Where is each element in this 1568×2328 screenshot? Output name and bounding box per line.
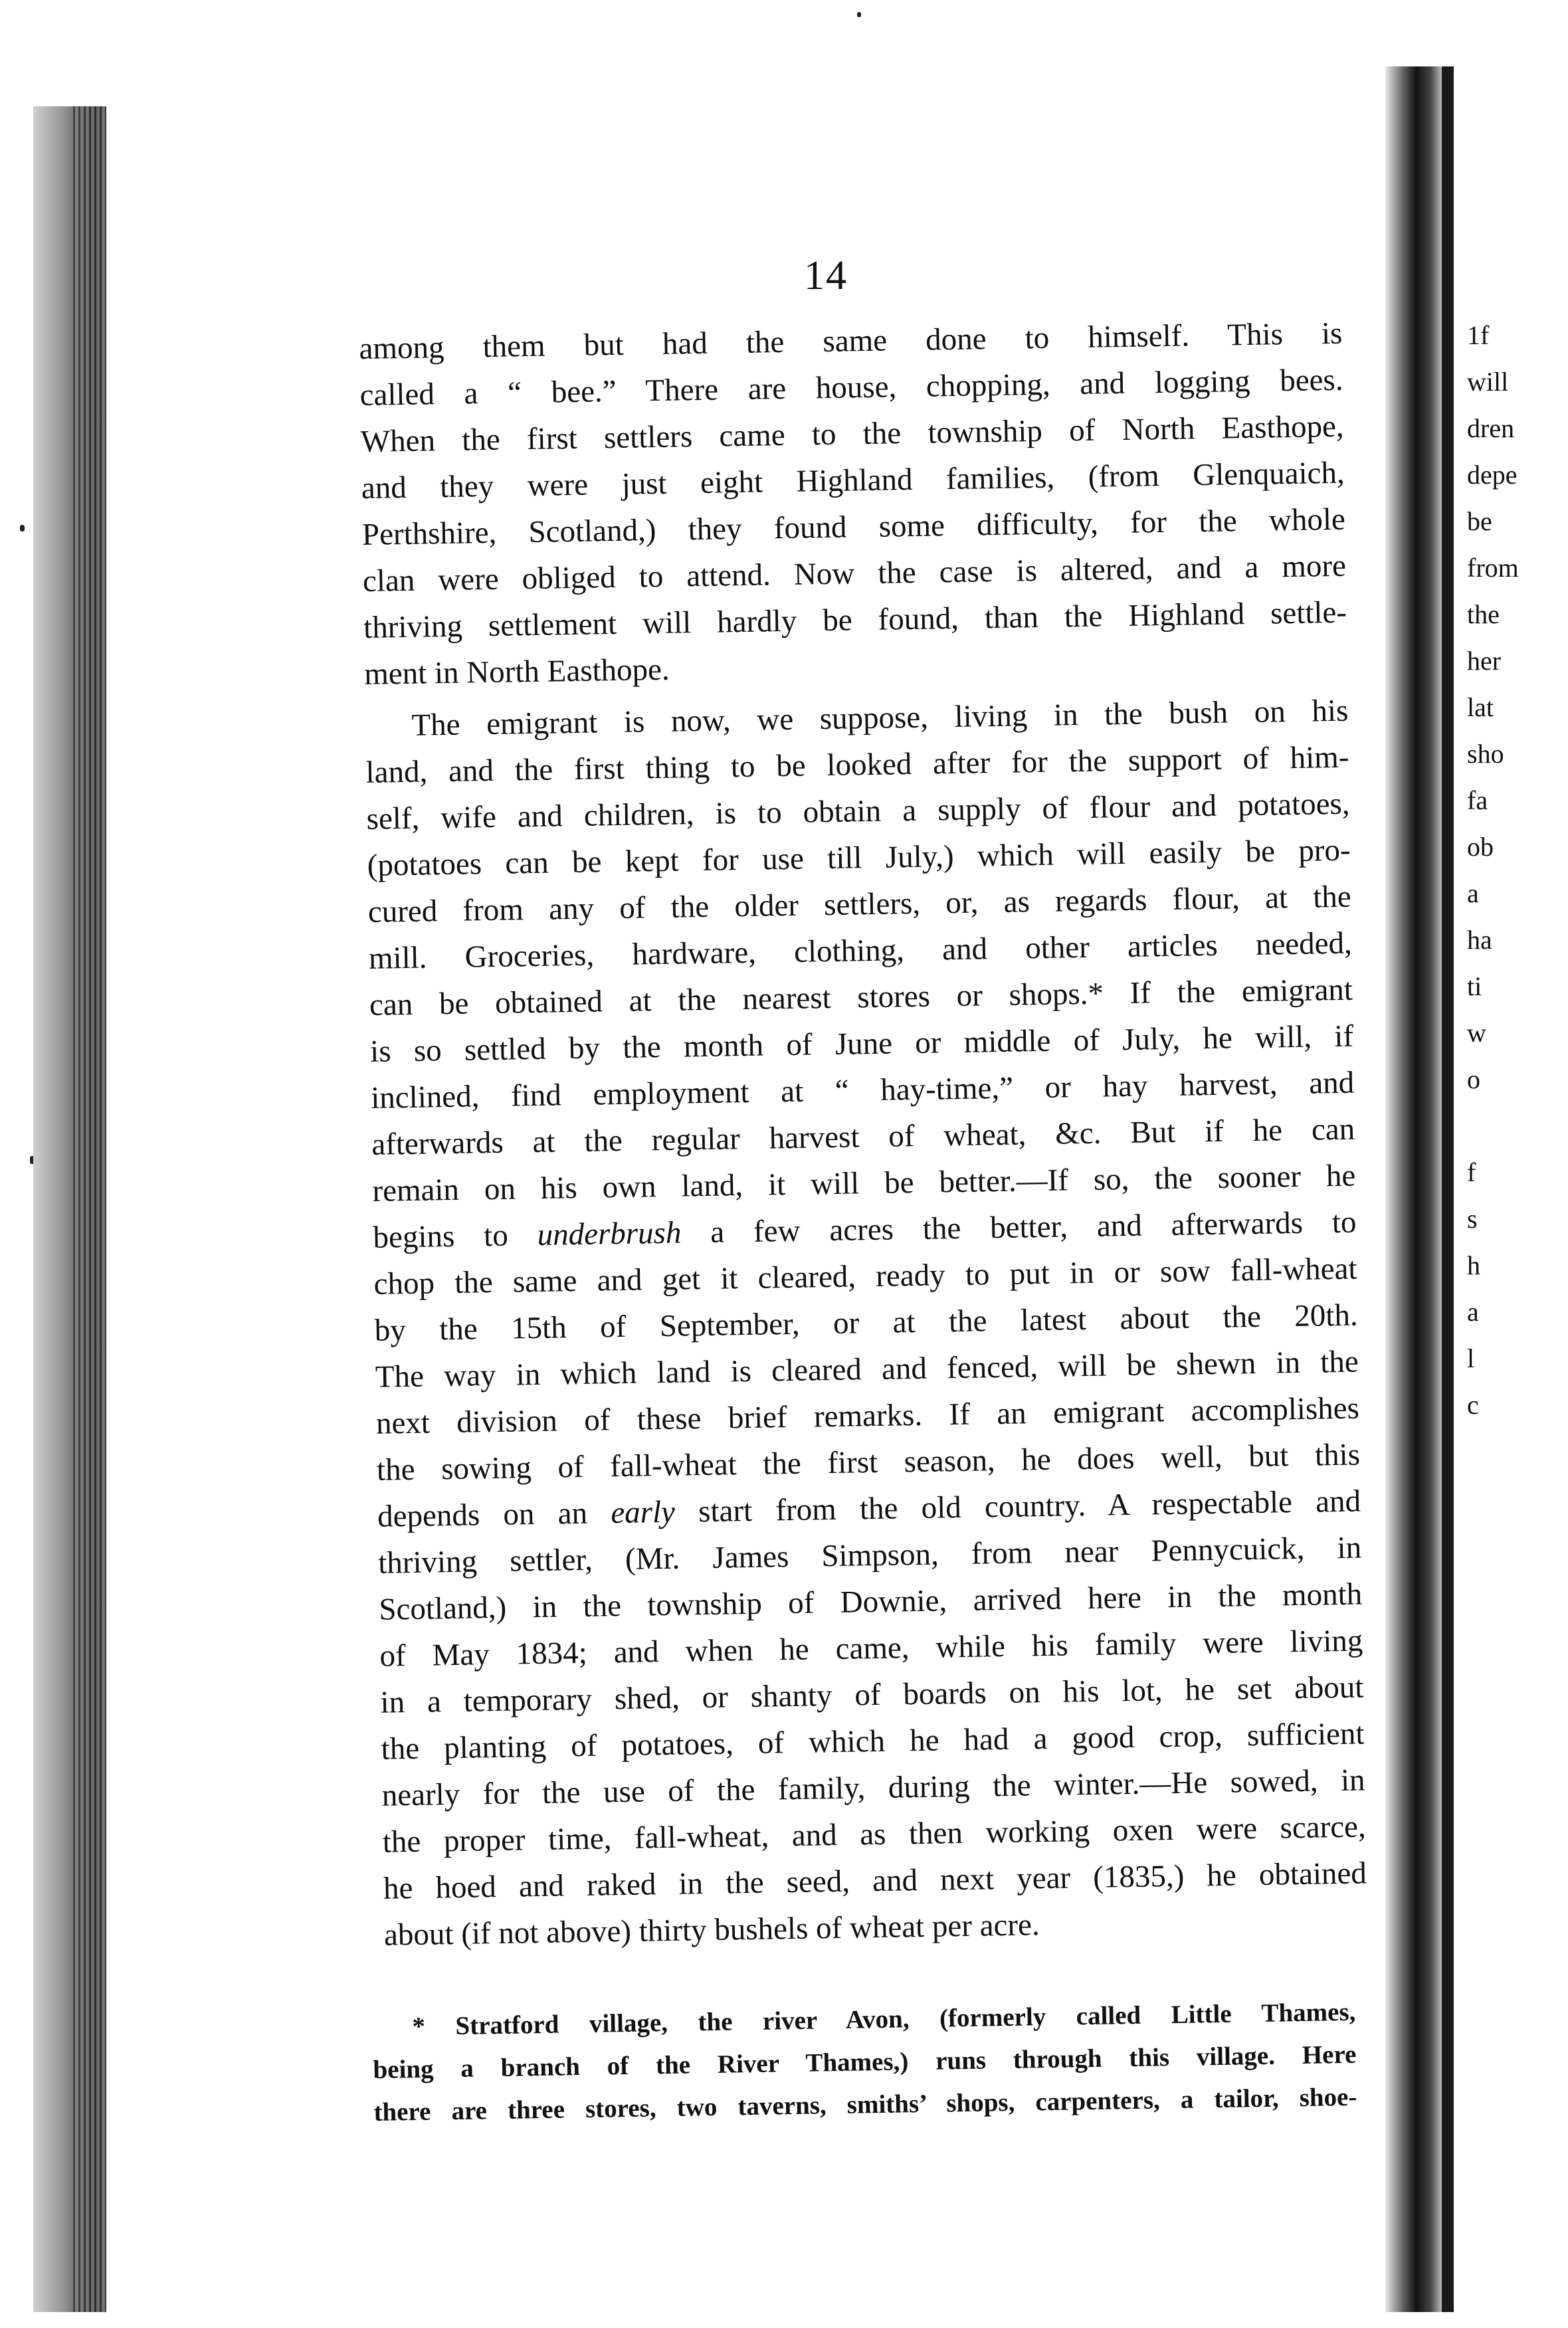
next-page-fragment: a bbox=[1467, 1297, 1479, 1327]
next-page-fragment: depe bbox=[1467, 460, 1518, 490]
text-line: among them but had the same done to himself. This is bbox=[359, 316, 1343, 366]
next-page-fragment: the bbox=[1467, 599, 1500, 629]
next-page-fragment: h bbox=[1467, 1250, 1480, 1280]
text-line: ment in North Easthope. bbox=[363, 652, 670, 692]
text-line: When the first settlers came to the township of North Easthope, bbox=[360, 409, 1344, 459]
next-page-fragment: l bbox=[1467, 1343, 1475, 1373]
next-page-fragment: a bbox=[1467, 878, 1479, 908]
text-line: land, and the first thing to be looked after for the support of him- bbox=[365, 739, 1349, 790]
text-line: chop the same and get it cleared, ready to put in or sow fall-wheat bbox=[373, 1251, 1357, 1302]
next-page-fragment: c bbox=[1467, 1390, 1479, 1420]
next-page-fragment: 1f bbox=[1467, 320, 1490, 350]
text-line: the planting of potatoes, of which he had a good crop, sufficient bbox=[381, 1716, 1365, 1767]
scan-dust-mark bbox=[20, 525, 25, 532]
next-page-fragment: will bbox=[1467, 367, 1509, 397]
next-page-fragment: ti bbox=[1467, 971, 1482, 1001]
next-page-fragment: s bbox=[1467, 1204, 1478, 1234]
text-line: inclined, find employment at “ hay-time,” or hay harvest, and bbox=[370, 1065, 1355, 1116]
next-page-fragment: fa bbox=[1467, 785, 1488, 815]
text-line: nearly for the use of the family, during the winter.—He sowed, in bbox=[381, 1763, 1365, 1813]
text-line: he hoed and raked in the seed, and next year (1835,) he obtained bbox=[383, 1856, 1367, 1906]
text-line: clan were obliged to attend. Now the case is altered, and a more bbox=[362, 548, 1347, 599]
next-page-fragment: f bbox=[1467, 1157, 1476, 1187]
next-page-fragment: o bbox=[1467, 1064, 1480, 1094]
next-page-fragment: ob bbox=[1467, 832, 1494, 862]
text-segment: a few acres the better, and afterwards to bbox=[710, 1205, 1357, 1250]
page-number: 14 bbox=[804, 253, 848, 298]
footnote-line: * Stratford village, the river Avon, (formerly called Little Thames, bbox=[412, 1997, 1356, 2042]
footnote bbox=[372, 1991, 1357, 2134]
body-text bbox=[359, 310, 1367, 1959]
italic-word: early bbox=[610, 1494, 676, 1531]
text-line: The emigrant is now, we suppose, living in the bush on his bbox=[411, 693, 1349, 743]
text-segment: begins to bbox=[373, 1218, 509, 1255]
text-segment: start from the old country. A respectable and bbox=[698, 1484, 1361, 1529]
text-line: and they were just eight Highland families, (from Glenquaich, bbox=[361, 455, 1345, 506]
text-line: self, wife and children, is to obtain a supply of flour and potatoes, bbox=[366, 786, 1350, 836]
next-page-fragment: sho bbox=[1467, 739, 1504, 769]
next-page-fragment: dren bbox=[1467, 413, 1515, 443]
text-line: the proper time, fall-wheat, and as then working oxen were scarce, bbox=[382, 1809, 1367, 1860]
next-page-fragment: lat bbox=[1467, 692, 1494, 722]
text-segment: depends on an bbox=[377, 1496, 588, 1534]
text-line: mill. Groceries, hardware, clothing, and other articles needed, bbox=[368, 925, 1353, 976]
text-line: the sowing of fall-wheat the first season, he does well, but this bbox=[376, 1437, 1361, 1488]
footnote-line: there are three stores, two taverns, smiths’ shops, carpenters, a tailor, shoe- bbox=[373, 2082, 1357, 2127]
text-line: in a temporary shed, or shanty of boards on his lot, he set about bbox=[380, 1670, 1364, 1720]
next-page-fragment: w bbox=[1467, 1018, 1486, 1048]
next-page-top-space bbox=[1454, 66, 1568, 312]
text-line: is so settled by the month of June or middle of July, he will, if bbox=[369, 1018, 1354, 1069]
next-page-fragment: be bbox=[1467, 506, 1492, 536]
italic-word: underbrush bbox=[537, 1215, 682, 1252]
text-line: can be obtained at the nearest stores or shops.* If the emigrant bbox=[369, 972, 1353, 1022]
text-line: thriving settlement will hardly be found, than the Highland settle- bbox=[363, 595, 1347, 645]
text-line: cured from any of the older settlers, or, as regards flour, at the bbox=[367, 879, 1352, 929]
next-page-fragment: her bbox=[1467, 646, 1502, 676]
text-line: called a “ bee.” There are house, chopping, and logging bees. bbox=[359, 362, 1343, 413]
text-line: next division of these brief remarks. If an emigrant accomplishes bbox=[375, 1391, 1360, 1441]
text-line: of May 1834; and when he came, while his family were living bbox=[379, 1623, 1363, 1674]
text-line: (potatoes can be kept for use till July,) which will easily be pro- bbox=[367, 832, 1351, 883]
next-page-fragment: ha bbox=[1467, 925, 1492, 955]
footnote-line: being a branch of the River Thames,) runs through this village. Here bbox=[373, 2040, 1357, 2084]
next-page-edge bbox=[1442, 66, 1568, 2312]
text-line: afterwards at the regular harvest of wheat, &c. But if he can bbox=[371, 1112, 1355, 1162]
text-line: about (if not above) thirty bushels of wheat per acre. bbox=[383, 1907, 1040, 1953]
next-page-fragment: from bbox=[1467, 553, 1519, 583]
scan-dust-mark bbox=[857, 12, 861, 17]
text-line: thriving settler, (Mr. James Simpson, from near Pennycuick, in bbox=[377, 1530, 1362, 1581]
text-line: by the 15th of September, or at the latest about the 20th. bbox=[374, 1298, 1358, 1348]
text-line: Scotland,) in the township of Downie, arrived here in the month bbox=[378, 1577, 1363, 1627]
text-line: Perthshire, Scotland,) they found some difficulty, for the whole bbox=[361, 502, 1346, 552]
scan-top-margin bbox=[0, 0, 1568, 66]
text-line: The way in which land is cleared and fenced, will be shewn in the bbox=[375, 1344, 1359, 1395]
right-gutter-shadow bbox=[1385, 66, 1442, 2312]
next-page-gap bbox=[1454, 1103, 1568, 1149]
text-line: remain on his own land, it will be better.—If so, the sooner he bbox=[372, 1158, 1356, 1209]
